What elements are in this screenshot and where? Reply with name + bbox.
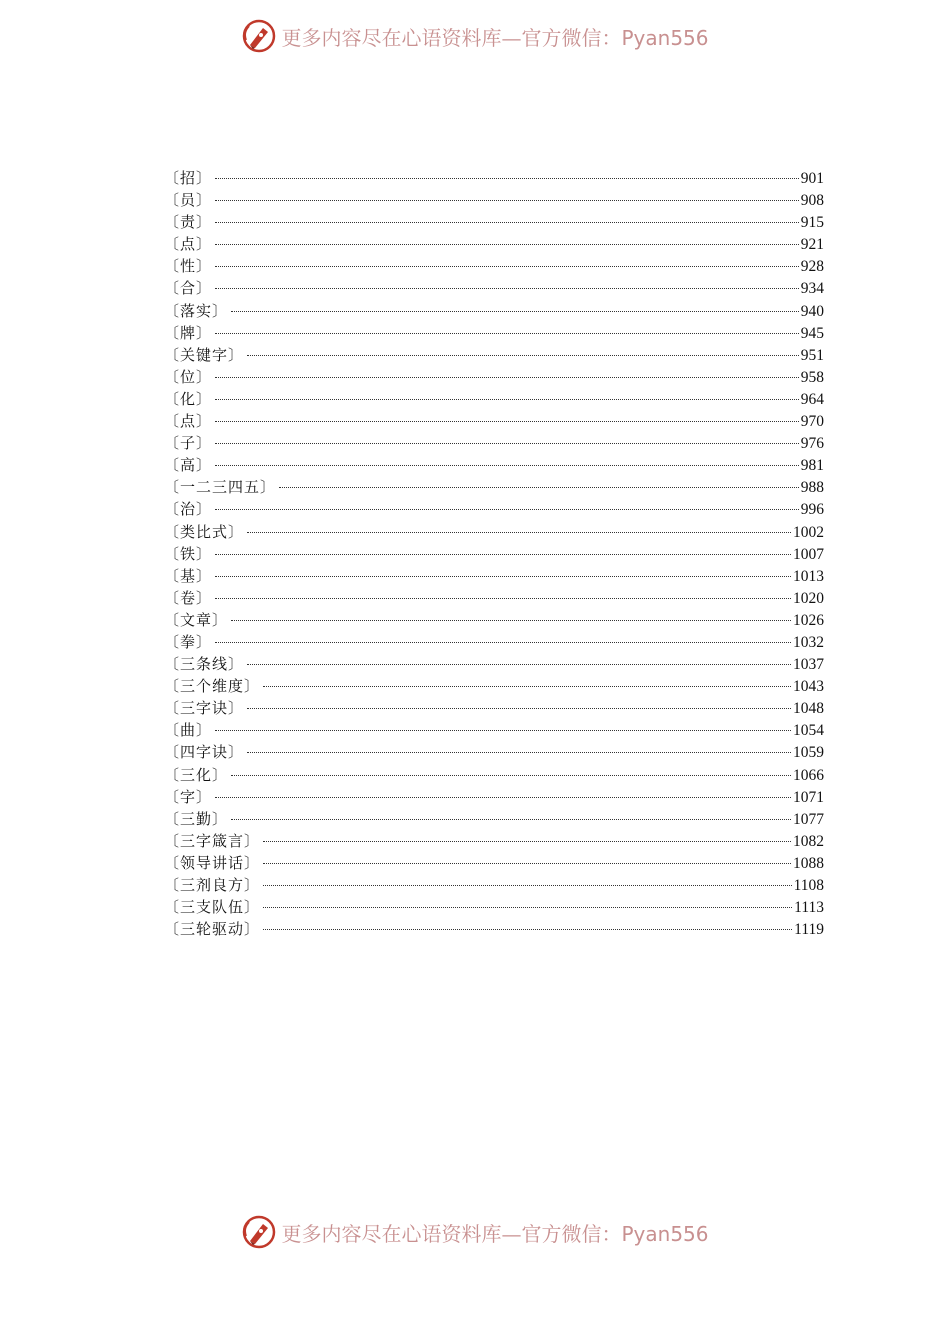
toc-entry-title: 〔子〕 (164, 434, 213, 453)
toc-dot-leader (231, 311, 799, 312)
toc-entry-title: 〔三条线〕 (164, 655, 245, 674)
toc-dot-leader (215, 443, 799, 444)
toc-entry[interactable] (164, 255, 824, 277)
toc-entry-title: 〔三字诀〕 (164, 699, 245, 718)
toc-entry-title: 〔位〕 (164, 367, 213, 386)
toc-dot-leader (215, 797, 791, 798)
toc-entry-page-number: 951 (800, 346, 824, 364)
toc-entry-title: 〔三勤〕 (164, 809, 229, 828)
toc-dot-leader (247, 355, 799, 356)
table-of-contents (164, 167, 824, 940)
toc-entry[interactable] (164, 653, 824, 675)
toc-entry-title: 〔基〕 (164, 566, 213, 585)
toc-entry[interactable] (164, 454, 824, 476)
toc-entry[interactable] (164, 609, 824, 631)
toc-entry-title: 〔领导讲话〕 (164, 853, 261, 872)
toc-entry-page-number: 1119 (794, 921, 824, 939)
toc-entry-page-number: 1066 (793, 766, 824, 784)
toc-entry-page-number: 915 (800, 214, 824, 232)
pen-nib-circle-icon (241, 1214, 277, 1250)
watermark-wechat-id: Pyan556 (621, 1221, 709, 1246)
toc-entry-title: 〔铁〕 (164, 544, 213, 563)
toc-entry[interactable] (164, 565, 824, 587)
toc-entry-title: 〔责〕 (164, 213, 213, 232)
toc-entry[interactable] (164, 918, 824, 940)
toc-dot-leader (215, 377, 799, 378)
toc-entry-page-number: 1082 (793, 832, 824, 850)
toc-entry-title: 〔点〕 (164, 235, 213, 254)
toc-entry[interactable] (164, 543, 824, 565)
toc-entry-page-number: 901 (800, 170, 824, 187)
toc-entry-title: 〔卷〕 (164, 588, 213, 607)
toc-entry[interactable] (164, 300, 824, 322)
toc-entry[interactable] (164, 786, 824, 808)
toc-entry[interactable] (164, 167, 824, 189)
toc-entry-page-number: 1077 (793, 810, 824, 828)
toc-dot-leader (231, 620, 791, 621)
toc-entry-page-number: 1032 (793, 633, 824, 651)
toc-entry[interactable] (164, 808, 824, 830)
toc-entry-page-number: 928 (800, 258, 824, 276)
toc-entry[interactable] (164, 719, 824, 741)
toc-entry[interactable] (164, 344, 824, 366)
toc-entry-title: 〔关键字〕 (164, 345, 245, 364)
toc-entry-page-number: 1002 (793, 523, 824, 541)
toc-entry-title: 〔拳〕 (164, 632, 213, 651)
toc-entry[interactable] (164, 211, 824, 233)
toc-entry-page-number: 1007 (793, 545, 824, 563)
toc-dot-leader (215, 642, 791, 643)
watermark-text (281, 22, 708, 51)
toc-dot-leader (247, 708, 791, 709)
toc-entry-page-number: 1048 (793, 700, 824, 718)
toc-entry-title: 〔牌〕 (164, 323, 213, 342)
toc-dot-leader (263, 841, 791, 842)
toc-entry-page-number: 1108 (793, 877, 824, 894)
toc-entry-page-number: 970 (800, 413, 824, 431)
toc-entry[interactable] (164, 388, 824, 410)
toc-dot-leader (215, 244, 799, 245)
toc-entry-title: 〔招〕 (164, 169, 213, 187)
toc-dot-leader (263, 885, 792, 886)
toc-entry[interactable] (164, 697, 824, 719)
toc-entry[interactable] (164, 277, 824, 299)
toc-entry-page-number: 908 (800, 192, 824, 210)
watermark-header (0, 14, 950, 58)
toc-entry[interactable] (164, 675, 824, 697)
toc-entry-page-number: 976 (800, 435, 824, 453)
toc-entry-page-number: 958 (800, 368, 824, 386)
toc-entry[interactable] (164, 410, 824, 432)
toc-dot-leader (215, 200, 799, 201)
toc-entry-page-number: 1071 (793, 788, 824, 806)
toc-dot-leader (215, 509, 799, 510)
toc-entry[interactable] (164, 322, 824, 344)
toc-dot-leader (215, 222, 799, 223)
toc-entry-page-number: 996 (800, 501, 824, 519)
toc-entry-title: 〔合〕 (164, 279, 213, 298)
toc-entry-page-number: 981 (800, 457, 824, 475)
toc-entry[interactable] (164, 498, 824, 520)
toc-entry-page-number: 1013 (793, 567, 824, 585)
toc-dot-leader (215, 399, 799, 400)
toc-dot-leader (215, 576, 791, 577)
toc-entry[interactable] (164, 874, 824, 896)
toc-entry-title: 〔落实〕 (164, 301, 229, 320)
toc-entry-title: 〔员〕 (164, 191, 213, 210)
pen-nib-circle-icon (241, 18, 277, 54)
toc-entry[interactable] (164, 432, 824, 454)
toc-dot-leader (215, 730, 791, 731)
toc-entry-title: 〔三轮驱动〕 (164, 920, 261, 939)
toc-entry-title: 〔字〕 (164, 787, 213, 806)
toc-dot-leader (215, 266, 799, 267)
toc-entry-page-number: 1054 (793, 722, 824, 740)
toc-entry-page-number: 1059 (793, 744, 824, 762)
toc-entry-page-number: 934 (800, 280, 824, 298)
toc-dot-leader (247, 752, 791, 753)
toc-entry[interactable] (164, 764, 824, 786)
watermark-wechat-id: Pyan556 (621, 25, 709, 50)
toc-entry-page-number: 1088 (793, 854, 824, 872)
toc-dot-leader (215, 421, 799, 422)
toc-entry[interactable] (164, 521, 824, 543)
toc-entry-page-number: 1020 (793, 589, 824, 607)
toc-entry[interactable] (164, 741, 824, 763)
toc-dot-leader (247, 532, 791, 533)
watermark-text-cn: 更多内容尽在心语资料库—官方微信： (281, 1221, 622, 1246)
toc-entry-page-number: 988 (800, 479, 824, 497)
toc-entry[interactable] (164, 852, 824, 874)
toc-dot-leader (215, 465, 799, 466)
toc-dot-leader (231, 819, 791, 820)
toc-entry[interactable] (164, 631, 824, 653)
toc-entry-title: 〔四字诀〕 (164, 743, 245, 762)
toc-entry-title: 〔三个维度〕 (164, 677, 261, 696)
toc-entry[interactable] (164, 896, 824, 918)
toc-entry[interactable] (164, 189, 824, 211)
toc-entry-title: 〔治〕 (164, 500, 213, 519)
toc-entry[interactable] (164, 366, 824, 388)
toc-entry-page-number: 1026 (793, 611, 824, 629)
watermark-text (281, 1218, 708, 1247)
toc-dot-leader (215, 598, 791, 599)
toc-entry-page-number: 945 (800, 324, 824, 342)
watermark-footer (0, 1210, 950, 1254)
toc-entry-title: 〔性〕 (164, 257, 213, 276)
toc-entry[interactable] (164, 233, 824, 255)
toc-dot-leader (263, 907, 792, 908)
toc-dot-leader (215, 288, 799, 289)
watermark-text-cn: 更多内容尽在心语资料库—官方微信： (281, 25, 622, 50)
toc-entry-title: 〔高〕 (164, 456, 213, 475)
toc-entry-title: 〔三支队伍〕 (164, 898, 261, 917)
toc-dot-leader (263, 929, 792, 930)
toc-dot-leader (279, 487, 799, 488)
toc-dot-leader (215, 178, 799, 179)
toc-entry[interactable] (164, 830, 824, 852)
toc-dot-leader (215, 333, 799, 334)
toc-entry-title: 〔一二三四五〕 (164, 478, 277, 497)
toc-entry-page-number: 1037 (793, 656, 824, 674)
toc-entry-page-number: 964 (800, 390, 824, 408)
toc-dot-leader (231, 775, 791, 776)
toc-entry-title: 〔三剂良方〕 (164, 876, 261, 894)
toc-entry-page-number: 921 (800, 236, 824, 254)
toc-entry-title: 〔三字箴言〕 (164, 831, 261, 850)
toc-entry-page-number: 1043 (793, 678, 824, 696)
toc-entry-page-number: 940 (800, 302, 824, 320)
toc-entry-title: 〔三化〕 (164, 765, 229, 784)
toc-entry-title: 〔类比式〕 (164, 522, 245, 541)
toc-dot-leader (263, 863, 791, 864)
toc-dot-leader (263, 686, 791, 687)
toc-entry-title: 〔文章〕 (164, 610, 229, 629)
toc-entry-title: 〔点〕 (164, 412, 213, 431)
toc-entry[interactable] (164, 587, 824, 609)
toc-dot-leader (247, 664, 791, 665)
toc-entry-page-number: 1113 (794, 899, 824, 917)
toc-entry[interactable] (164, 476, 824, 498)
toc-entry-title: 〔曲〕 (164, 721, 213, 740)
toc-dot-leader (215, 554, 791, 555)
toc-entry-title: 〔化〕 (164, 389, 213, 408)
